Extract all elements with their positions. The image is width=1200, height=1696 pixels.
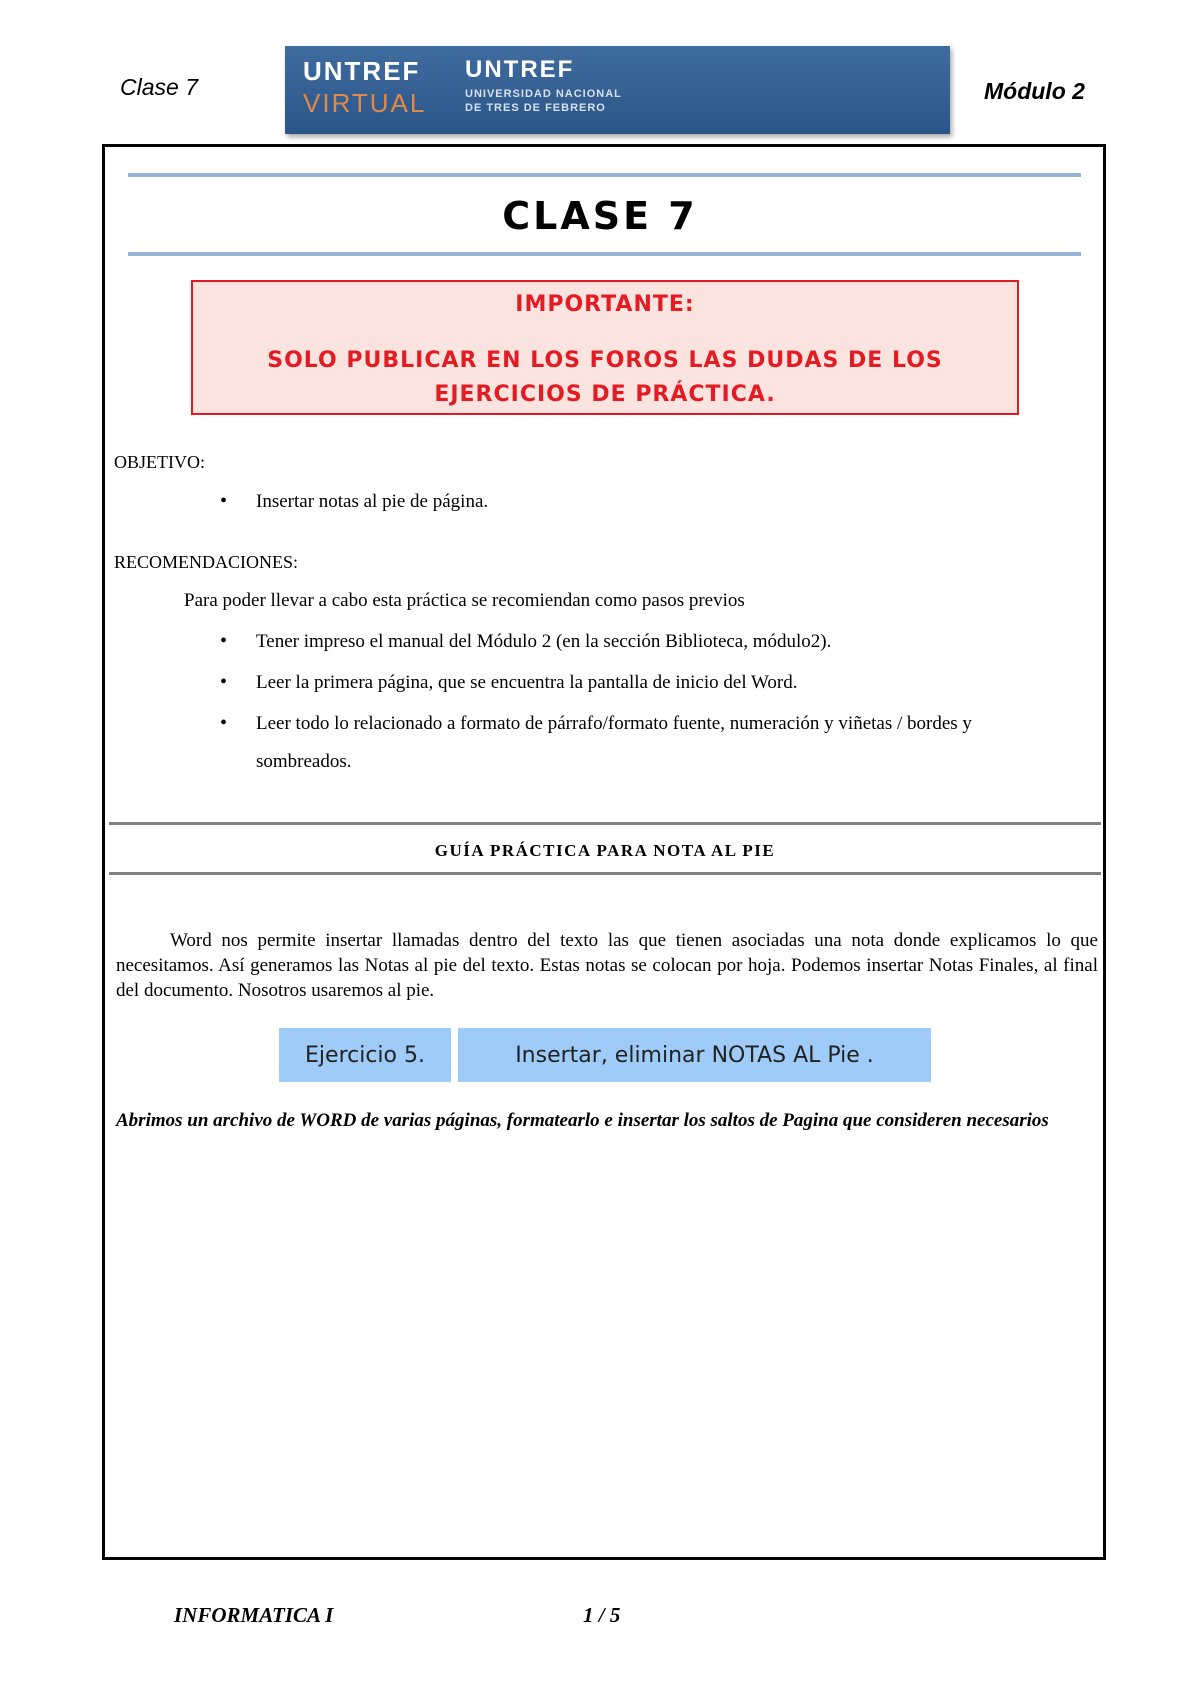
bullet-icon: • [220, 712, 228, 734]
bullet-icon: • [220, 630, 228, 652]
guide-divider-bottom [109, 872, 1101, 875]
title-divider-bottom [128, 252, 1081, 256]
important-line-2: EJERCICIOS DE PRÁCTICA. [434, 382, 776, 407]
guide-title: GUÍA PRÁCTICA PARA NOTA AL PIE [434, 841, 776, 860]
exercise-label: Ejercicio 5. [279, 1028, 451, 1082]
recomendacion-item: Tener impreso el manual del Módulo 2 (en la sección Biblioteca, módulo2). [256, 631, 832, 652]
logo-university-line1: UNIVERSIDAD NACIONAL [465, 88, 622, 100]
logo-untref-text-right: UNTREF [465, 56, 575, 83]
guide-divider-top [109, 822, 1101, 825]
recomendaciones-intro: Para poder llevar a cabo esta práctica se recomiendan como pasos previos [184, 590, 745, 611]
recomendaciones-label: RECOMENDACIONES: [114, 552, 299, 572]
untref-logo [285, 46, 950, 134]
logo-university-line2: DE TRES DE FEBRERO [465, 102, 606, 114]
recomendacion-item: Leer todo lo relacionado a formato de párrafo/formato fuente, numeración y viñetas / bordes y [256, 713, 972, 734]
footer-course: INFORMATICA I [174, 1603, 334, 1627]
objetivo-label: OBJETIVO: [114, 452, 205, 472]
important-heading: IMPORTANTE: [515, 292, 695, 317]
recomendacion-item: Leer la primera página, que se encuentra la pantalla de inicio del Word. [256, 672, 798, 693]
exercise-instruction: Abrimos un archivo de WORD de varias páginas, formatearlo e insertar los saltos de Pagina que consideren necesarios [116, 1110, 1049, 1131]
logo-untref-text: UNTREF [303, 56, 421, 86]
header-class-label: Clase 7 [120, 74, 198, 100]
title-divider-top [128, 173, 1081, 177]
objetivo-item: Insertar notas al pie de página. [256, 491, 489, 512]
bullet-icon: • [220, 490, 228, 512]
bullet-icon: • [220, 671, 228, 693]
important-line-1: SOLO PUBLICAR EN LOS FOROS LAS DUDAS DE LOS [267, 348, 943, 373]
important-notice [191, 280, 1019, 415]
logo-virtual-text: VIRTUAL [303, 88, 427, 118]
body-paragraph: Word nos permite insertar llamadas dentro del texto las que tienen asociadas una nota donde explicamos lo que necesitamos. Así generamos las Notas al pie del texto. Estas notas se colocan por hoja. Podemos insertar Notas Finales, al final del documento. Nosotros usaremos al pie. [116, 930, 1098, 1001]
header-module-label: Módulo 2 [984, 78, 1085, 104]
exercise-title: Insertar, eliminar NOTAS AL Pie . [458, 1028, 931, 1082]
recomendacion-item-continuation: sombreados. [256, 751, 352, 772]
footer-page-number: 1 / 5 [583, 1603, 621, 1627]
page-title: CLASE 7 [502, 194, 698, 238]
